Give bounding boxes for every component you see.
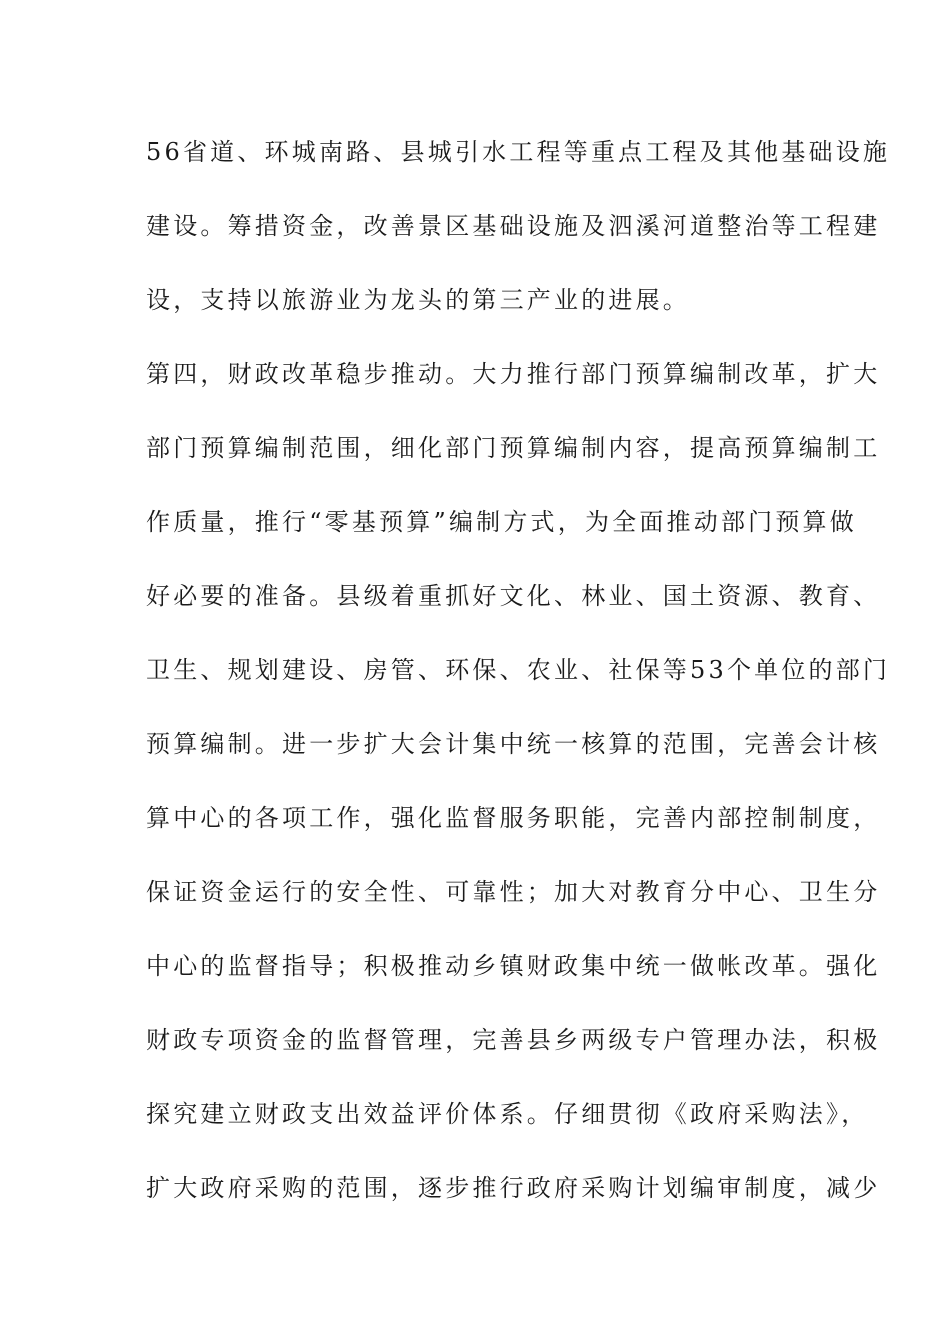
text-line: 财政专项资金的监督管理，完善县乡两级专户管理办法，积极 xyxy=(146,1026,881,1054)
text-line: 扩大政府采购的范围，逐步推行政府采购计划编审制度，减少 xyxy=(146,1174,881,1202)
text-line: 卫生、规划建设、房管、环保、农业、社保等53个单位的部门 xyxy=(146,656,891,684)
text-line: 56省道、环城南路、县城引水工程等重点工程及其他基础设施 xyxy=(146,138,891,166)
text-line: 算中心的各项工作，强化监督服务职能，完善内部控制制度， xyxy=(146,804,881,832)
text-line: 中心的监督指导；积极推动乡镇财政集中统一做帐改革。强化 xyxy=(146,952,881,980)
text-line: 第四，财政改革稳步推动。大力推行部门预算编制改革，扩大 xyxy=(146,360,881,388)
text-line: 预算编制。进一步扩大会计集中统一核算的范围，完善会计核 xyxy=(146,730,881,758)
text-line: 设，支持以旅游业为龙头的第三产业的进展。 xyxy=(146,286,690,314)
text-line: 作质量，推行“零基预算”编制方式，为全面推动部门预算做 xyxy=(146,508,857,536)
text-line: 探究建立财政支出效益评价体系。仔细贯彻《政府采购法》， xyxy=(146,1100,869,1128)
text-line: 建设。筹措资金，改善景区基础设施及泗溪河道整治等工程建 xyxy=(146,212,881,240)
text-line: 部门预算编制范围，细化部门预算编制内容，提高预算编制工 xyxy=(146,434,881,462)
text-line: 好必要的准备。县级着重抓好文化、林业、国土资源、教育、 xyxy=(146,582,881,610)
text-line: 保证资金运行的安全性、可靠性；加大对教育分中心、卫生分 xyxy=(146,878,881,906)
